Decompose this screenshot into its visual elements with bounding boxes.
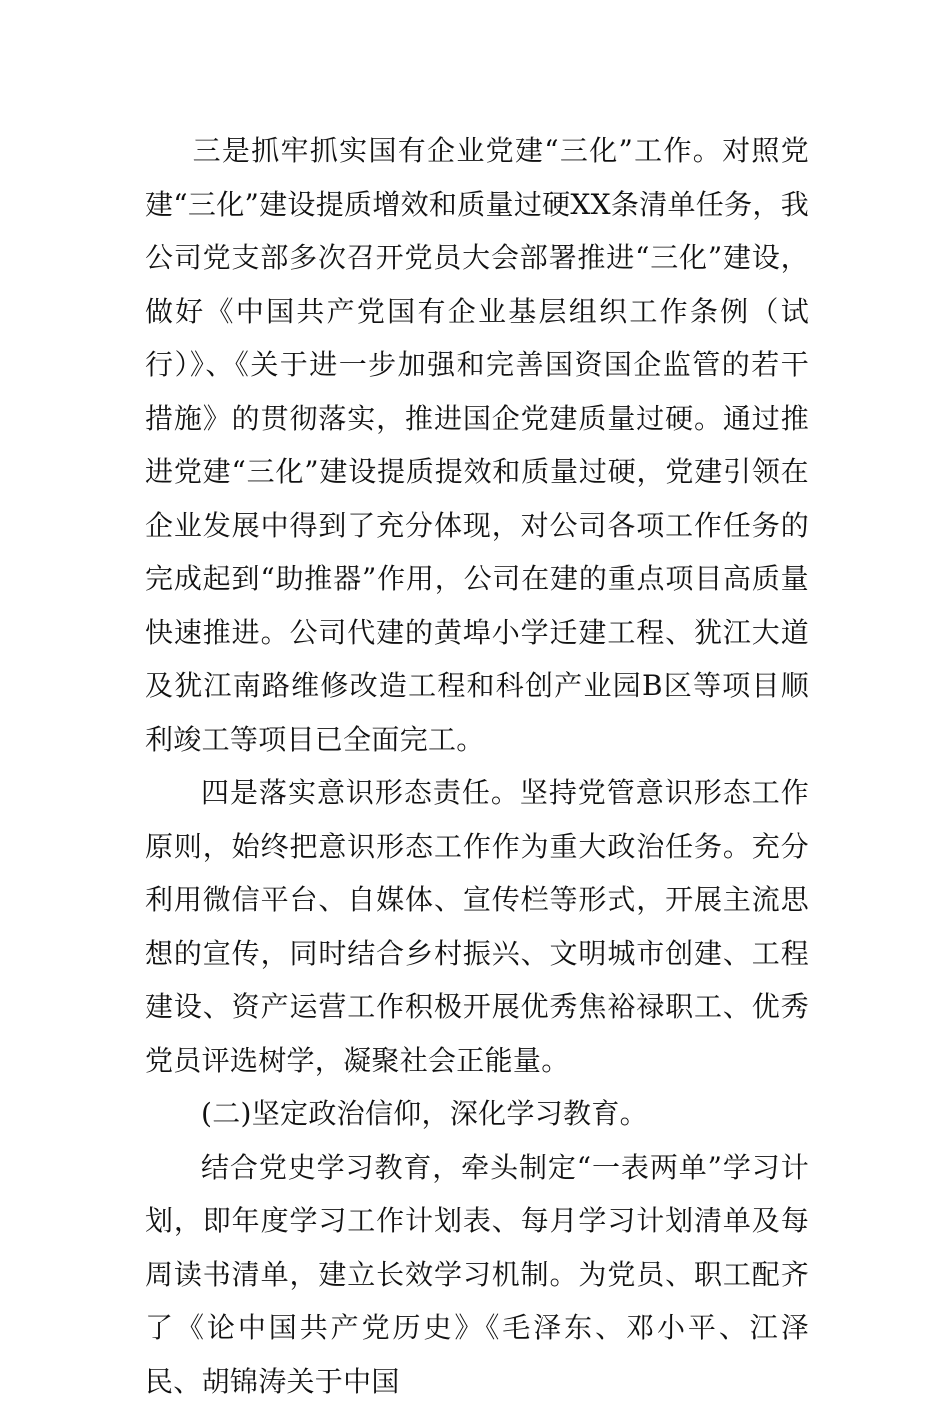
document-body	[145, 124, 809, 1408]
paragraph-party-building-three: 三是抓牢抓实国有企业党建“三化”工作。对照党建“三化”建设提质增效和质量过硬XX条清单任务，我公司党支部多次召开党员大会部署推进“三化”建设，做好《中国共产党国有企业基层组织工作条例（试行）》、《关于进一步加强和完善国资国企监管的若干措施》的贯彻落实，推进国企党建质量过硬。通过推进党建“三化”建设提质提效和质量过硬，党建引领在企业发展中得到了充分体现，对公司各项工作任务的完成起到“助推器”作用，公司在建的重点项目高质量快速推进。公司代建的黄埠小学迁建工程、犹江大道及犹江南路维修改造工程和科创产业园B区等项目顺利竣工等项目已全面完工。	[145, 124, 809, 766]
paragraph-study-education: 结合党史学习教育，牵头制定“一表两单”学习计划，即年度学习工作计划表、每月学习计划清单及每周读书清单，建立长效学习机制。为党员、职工配齐了《论中国共产党历史》《毛泽东、邓小平、江泽民、胡锦涛关于中国	[145, 1141, 809, 1408]
paragraph-ideology-responsibility: 四是落实意识形态责任。坚持党管意识形态工作原则，始终把意识形态工作作为重大政治任务。充分利用微信平台、自媒体、宣传栏等形式，开展主流思想的宣传，同时结合乡村振兴、文明城市创建、工程建设、资产运营工作积极开展优秀焦裕禄职工、优秀党员评选树学，凝聚社会正能量。	[145, 766, 809, 1087]
section-heading-political-belief: (二)坚定政治信仰，深化学习教育。	[145, 1087, 809, 1141]
